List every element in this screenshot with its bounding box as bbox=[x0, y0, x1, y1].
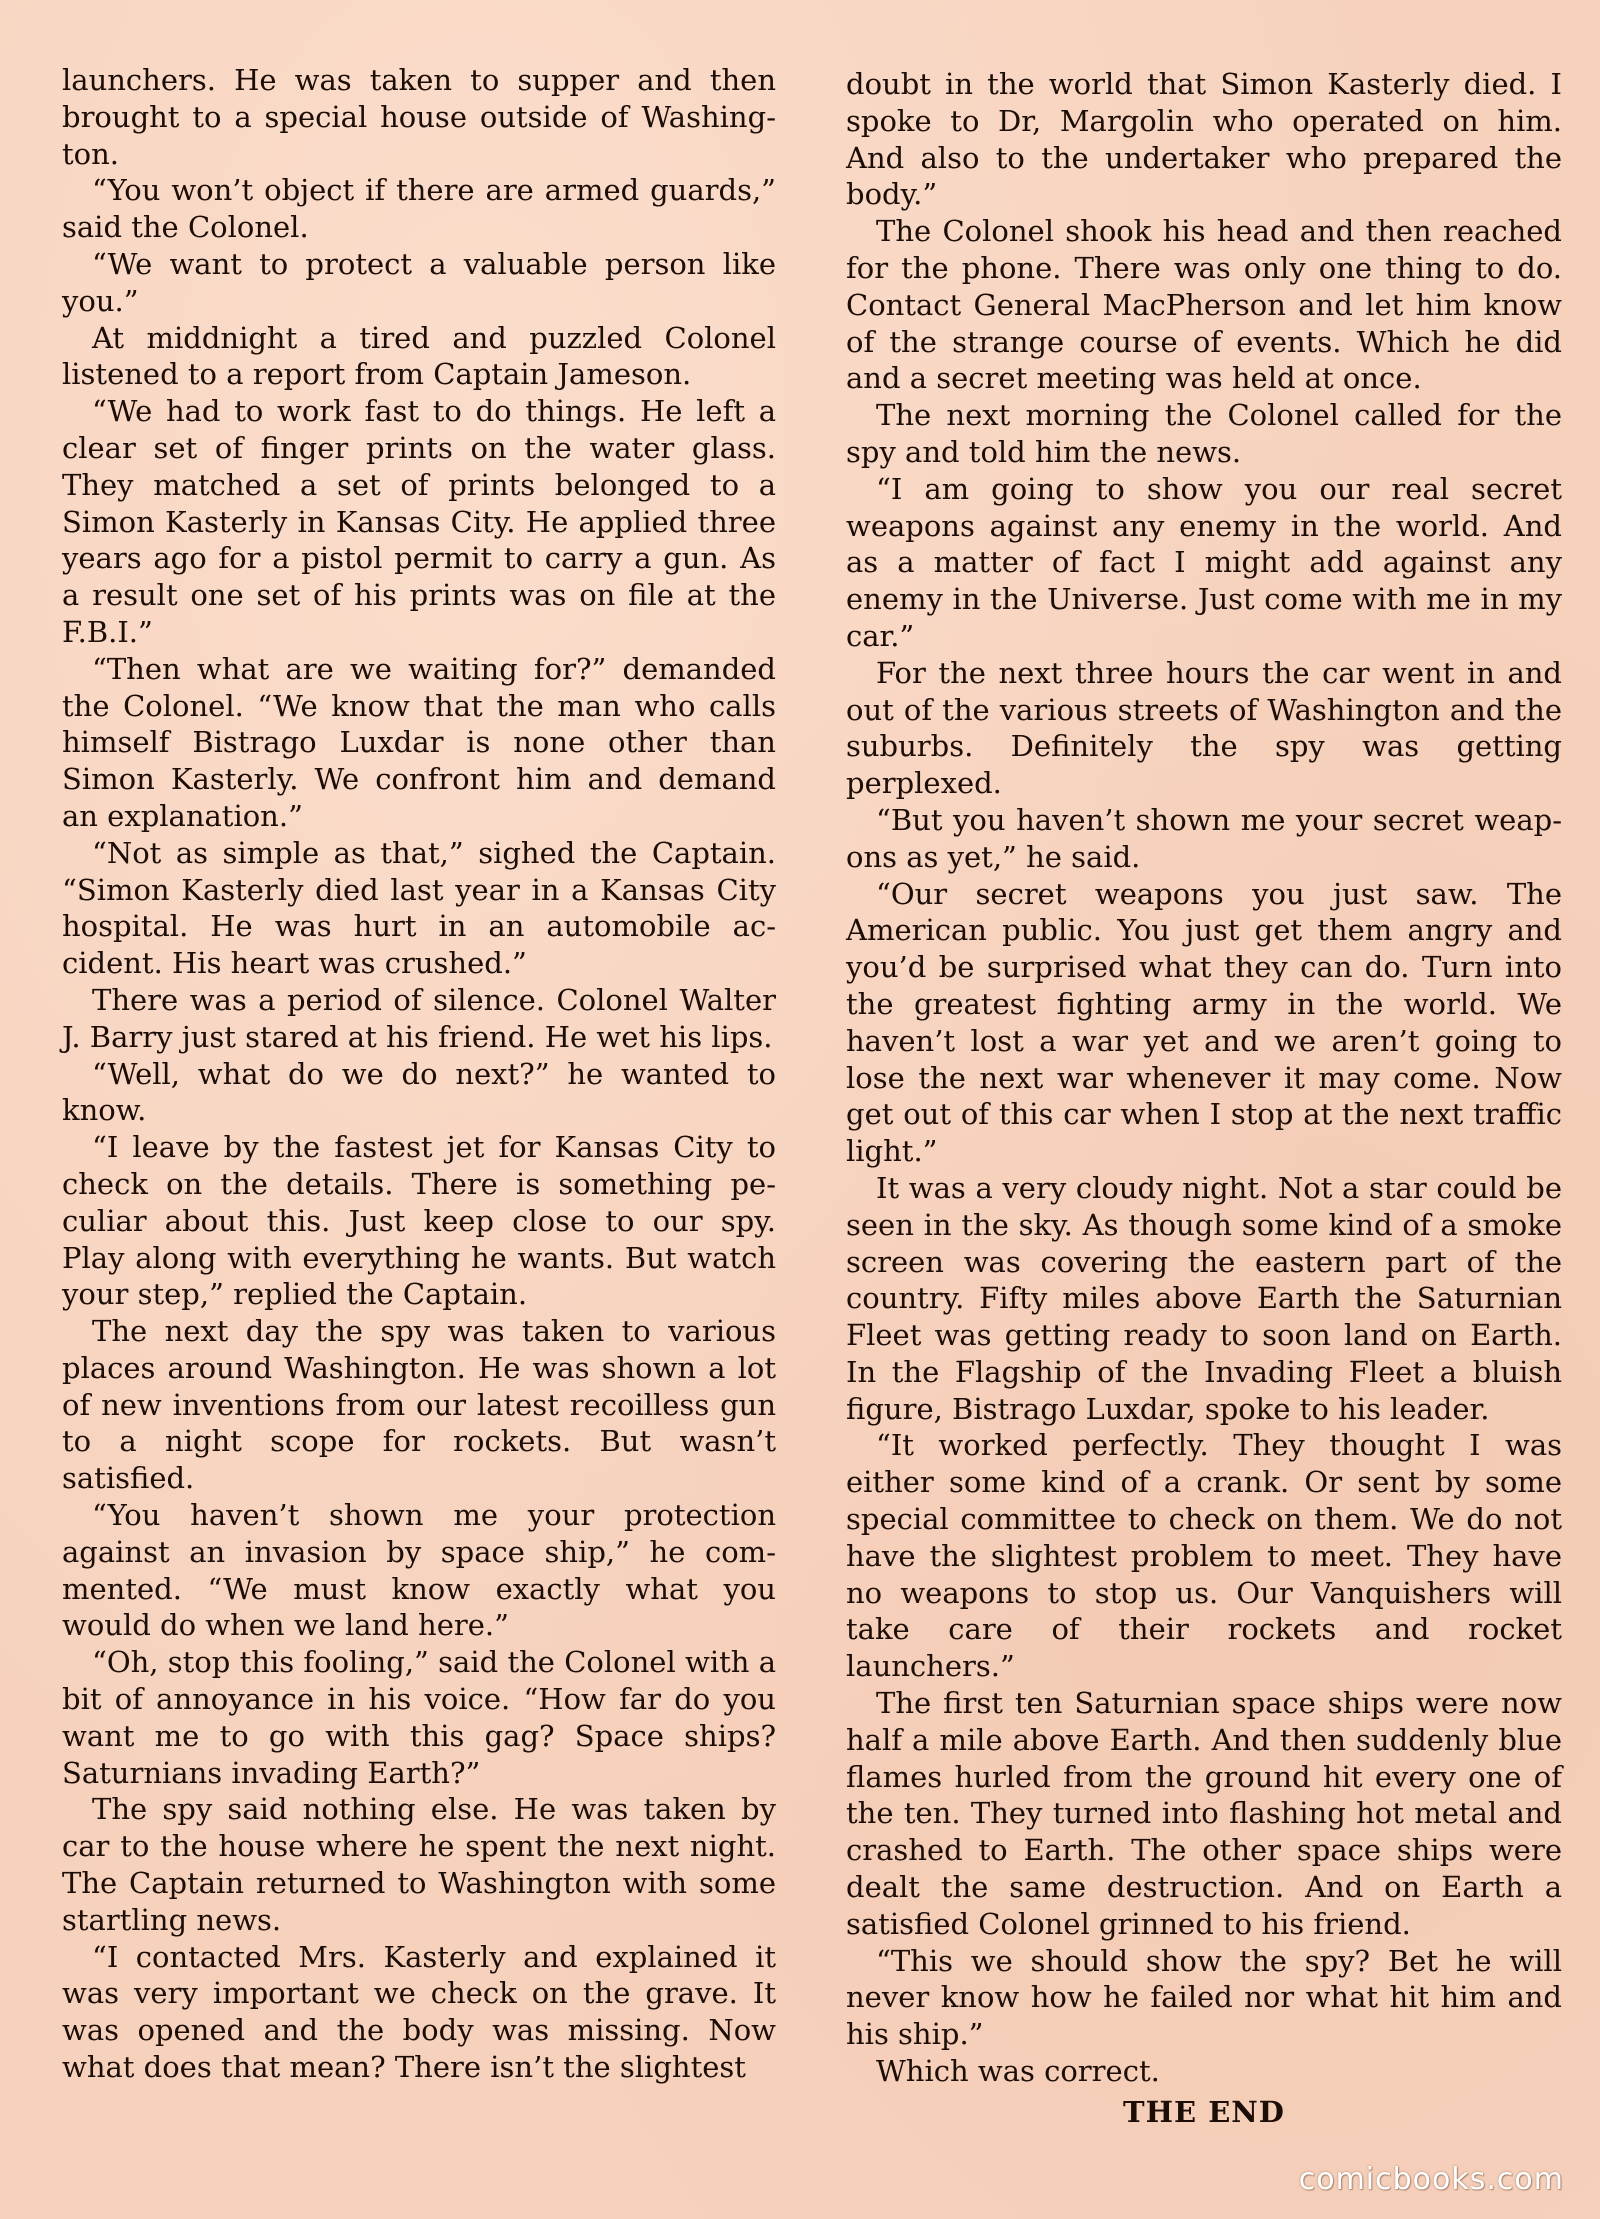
paragraph: “It worked perfectly. They thought I was either some kind of a crank. Or sent by some special committee to check on them. We do not have the slightest problem to meet. They have no weapons to stop us. Our Vanquishers will take care of their rockets and rocket launchers.” bbox=[846, 1428, 1562, 1684]
paragraph: launchers. He was taken to supper and then brought to a special house outside of Washington. bbox=[62, 63, 776, 171]
paragraph: “You haven’t shown me your protection against an invasion by space ship,” he commented. “We must know exactly what you would do when we land here.” bbox=[62, 1498, 776, 1643]
paragraph: doubt in the world that Simon Kasterly died. I spoke to Dr, Margolin who operated on him. And also to the undertaker who prepared the body.” bbox=[846, 67, 1562, 212]
paragraph: “This we should show the spy? Bet he will never know how he failed nor what hit him and his ship.” bbox=[846, 1943, 1562, 2052]
paragraph: “Well, what do we do next?” he wanted to know. bbox=[62, 1056, 776, 1128]
paragraph: The next day the spy was taken to various places around Washington. He was shown a lot of new inventions from our latest recoilless gun to a night scope for rockets. But wasn’t satisfied. bbox=[62, 1314, 776, 1496]
paragraph: The next morning the Colonel called for the spy and told him the news. bbox=[846, 398, 1562, 469]
paragraph: “We had to work fast to do things. He left a clear set of finger prints on the water glass. They matched a set of prints belonged to a Simon Kasterly in Kansas City. He applied three years ago for a pistol permit to carry a gun. As a result one set of his prints was on file at the F.B.I.” bbox=[62, 394, 776, 649]
paragraph: “Oh, stop this fooling,” said the Colonel with a bit of annoyance in his voice. “How far do you want me to go with this gag? Space ships? Saturnians invading Earth?” bbox=[62, 1645, 776, 1790]
the-end-label: THE END bbox=[1123, 2094, 1285, 2129]
paragraph: “I contacted Mrs. Kasterly and explained it was very important we check on the grave. It was opened and the body was missing. Now what does that mean? There isn’t the slightest bbox=[62, 1939, 776, 2085]
right-text-column bbox=[846, 66, 1562, 2131]
paragraph: At middnight a tired and puzzled Colonel listened to a report from Captain Jameson. bbox=[62, 320, 776, 392]
paragraph: The spy said nothing else. He was taken by car to the house where he spent the next night. The Captain returned to Washington with some startling news. bbox=[62, 1792, 776, 1937]
paragraph: It was a very cloudy night. Not a star could be seen in the sky. As though some kind of a smoke screen was covering the eastern part of the country. Fifty miles above Earth the Saturnian Fleet was getting ready to soon land on Earth. In the Flagship of the Invading Fleet a bluish figure, Bistrago Luxdar, spoke to his leader. bbox=[846, 1170, 1562, 1426]
left-text-column bbox=[62, 62, 776, 2086]
paragraph: There was a period of silence. Colonel Walter J. Barry just stared at his friend. He wet his lips. bbox=[62, 982, 776, 1054]
paragraph: “Then what are we waiting for?” demanded the Colonel. “We know that the man who calls himself Bistrago Luxdar is none other than Simon Kasterly. We confront him and demand an explanation.” bbox=[62, 651, 776, 833]
paragraph: “Not as simple as that,” sighed the Captain. “Simon Kasterly died last year in a Kansas City hospital. He was hurt in an automobile accident. His heart was crushed.” bbox=[62, 835, 776, 981]
paragraph: “You won’t object if there are armed guards,” said the Colonel. bbox=[62, 173, 776, 245]
paragraph: “But you haven’t shown me your secret weapons as yet,” he said. bbox=[846, 802, 1562, 874]
site-watermark: comicbooks.com bbox=[1298, 2162, 1564, 2197]
paragraph: The Colonel shook his head and then reached for the phone. There was only one thing to do. Contact General MacPherson and let him know of the strange course of events. Which he did and a secret meeting was held at once. bbox=[846, 214, 1562, 396]
paragraph: For the next three hours the car went in and out of the various streets of Washington and the suburbs. Definitely the spy was getting perplexed. bbox=[846, 655, 1562, 801]
paragraph: The first ten Saturnian space ships were now half a mile above Earth. And then suddenly blue flames hurled from the ground hit every one of the ten. They turned into flashing hot metal and crashed to Earth. The other space ships were dealt the same destruction. And on Earth a satisfied Colonel grinned to his friend. bbox=[846, 1686, 1562, 1941]
paragraph: “Our secret weapons you just saw. The American public. You just get them angry and you’d be surprised what they can do. Turn into the greatest fighting army in the world. We haven’t lost a war yet and we aren’t going to lose the next war whenever it may come. Now get out of this car when I stop at the next traffic light.” bbox=[846, 876, 1562, 1169]
paragraph: “I am going to show you our real secret weapons against any enemy in the world. And as a matter of fact I might add against any enemy in the Universe. Just come with me in my car.” bbox=[846, 471, 1562, 653]
paragraph: “We want to protect a valuable person like you.” bbox=[62, 246, 776, 318]
paragraph: “I leave by the fastest jet for Kansas City to check on the details. There is something peculiar about this. Just keep close to our spy. Play along with everything he wants. But watch your step,” replied the Captain. bbox=[62, 1130, 776, 1312]
paragraph: Which was correct. bbox=[876, 2054, 1160, 2089]
